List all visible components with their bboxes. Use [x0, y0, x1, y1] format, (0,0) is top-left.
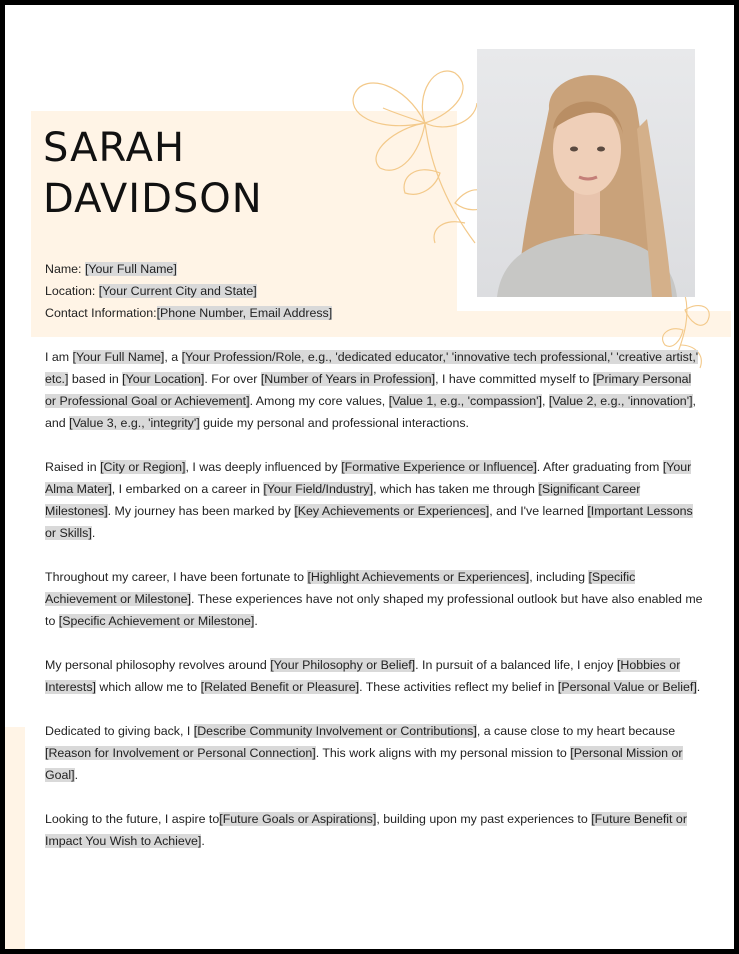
- placeholder-text: [Future Goals or Aspirations]: [219, 812, 377, 826]
- last-name: DAVIDSON: [43, 176, 263, 222]
- paragraph-text: .: [254, 614, 258, 628]
- biography-body: [45, 346, 705, 874]
- paragraph-text: Dedicated to giving back, I: [45, 724, 194, 738]
- placeholder-text: [City or Region]: [100, 460, 186, 474]
- paragraph-text: , a cause close to my heart because: [476, 724, 676, 738]
- paragraph-text: . After graduating from: [536, 460, 663, 474]
- placeholder-text: [Future Benefit or Impact You Wish to Achieve]: [45, 812, 687, 848]
- side-accent-band: [5, 727, 25, 949]
- paragraph-text: based in: [68, 372, 123, 386]
- paragraph-text: , I embarked on a career in: [111, 482, 264, 496]
- placeholder-text: [Key Achievements or Experiences]: [294, 504, 490, 518]
- paragraph-text: , I was deeply influenced by: [185, 460, 342, 474]
- paragraph-text: Throughout my career, I have been fortunate to: [45, 570, 308, 584]
- biography-paragraph: [45, 566, 705, 632]
- paragraph-text: .: [696, 680, 701, 694]
- paragraph-text: Looking to the future, I aspire to: [45, 812, 220, 826]
- paragraph-text: , building upon my past experiences to: [376, 812, 592, 826]
- paragraph-text: . My journey has been marked by: [107, 504, 295, 518]
- placeholder-text: [Your Full Name]: [72, 350, 165, 364]
- placeholder-text: [Your Location]: [122, 372, 205, 386]
- paragraph-text: . These activities reflect my belief in: [359, 680, 558, 694]
- paragraph-text: , and I've learned: [489, 504, 588, 518]
- paragraph-text: ,: [541, 394, 549, 408]
- placeholder-text: [Highlight Achievements or Experiences]: [307, 570, 530, 584]
- placeholder-text: [Specific Achievement or Milestone]: [45, 570, 636, 606]
- first-name: SARAH: [43, 125, 186, 171]
- placeholder-text: [Related Benefit or Pleasure]: [200, 680, 360, 694]
- person-name: [43, 123, 263, 225]
- placeholder-text: [Your Profession/Role, e.g., 'dedicated educator,' 'innovative tech professional,' 'creative artist,' etc.]: [45, 350, 699, 386]
- contact-info-placeholder: [Phone Number, Email Address]: [156, 306, 333, 320]
- biography-paragraph: [45, 654, 705, 698]
- paragraph-text: . Among my core values,: [249, 394, 389, 408]
- biography-paragraph: [45, 456, 705, 544]
- location-placeholder: [Your Current City and State]: [98, 284, 257, 298]
- contact-info-line: [45, 302, 332, 324]
- profile-photo: [477, 49, 695, 297]
- placeholder-text: [Specific Achievement or Milestone]: [58, 614, 255, 628]
- paragraph-text: .: [91, 526, 96, 540]
- contact-block: [45, 258, 332, 324]
- name-label: Name:: [45, 262, 85, 276]
- biography-paragraph: [45, 720, 705, 786]
- paragraph-text: which allow me to: [95, 680, 201, 694]
- paragraph-text: . This work aligns with my personal mission to: [315, 746, 571, 760]
- location-label: Location:: [45, 284, 99, 298]
- placeholder-text: [Value 2, e.g., 'innovation']: [548, 394, 693, 408]
- placeholder-text: [Your Alma Mater]: [45, 460, 692, 496]
- placeholder-text: [Number of Years in Profession]: [260, 372, 436, 386]
- paragraph-text: . In pursuit of a balanced life, I enjoy: [415, 658, 617, 672]
- biography-paragraph: [45, 346, 705, 434]
- placeholder-text: [Formative Experience or Influence]: [341, 460, 537, 474]
- placeholder-text: [Personal Value or Belief]: [557, 680, 697, 694]
- placeholder-text: [Personal Mission or Goal]: [45, 746, 683, 782]
- paragraph-text: , which has taken me through: [373, 482, 539, 496]
- paragraph-text: I am: [45, 350, 73, 364]
- paragraph-text: . For over: [204, 372, 261, 386]
- portrait-image: [477, 49, 695, 297]
- placeholder-text: [Your Philosophy or Belief]: [270, 658, 416, 672]
- placeholder-text: [Describe Community Involvement or Contributions]: [193, 724, 477, 738]
- paragraph-text: .: [74, 768, 79, 782]
- paragraph-text: . These experiences have not only shaped my professional outlook but have also enabled me to: [45, 592, 703, 628]
- contact-info-label: Contact Information:: [45, 306, 157, 320]
- paragraph-text: , a: [164, 350, 182, 364]
- name-placeholder: [Your Full Name]: [84, 262, 177, 276]
- placeholder-text: [Reason for Involvement or Personal Connection]: [45, 746, 316, 760]
- contact-name-line: [45, 258, 332, 280]
- document-page: [5, 5, 734, 949]
- placeholder-text: [Value 1, e.g., 'compassion']: [388, 394, 542, 408]
- paragraph-text: .: [201, 834, 205, 848]
- placeholder-text: [Value 3, e.g., 'integrity']: [69, 416, 200, 430]
- paragraph-text: guide my personal and professional interactions.: [199, 416, 469, 430]
- paragraph-text: , I have committed myself to: [435, 372, 593, 386]
- paragraph-text: , and: [45, 394, 696, 430]
- placeholder-text: [Your Field/Industry]: [263, 482, 374, 496]
- contact-location-line: [45, 280, 332, 302]
- placeholder-text: [Primary Personal or Professional Goal or Achievement]: [45, 372, 692, 408]
- paragraph-text: , including: [529, 570, 589, 584]
- paragraph-text: My personal philosophy revolves around: [45, 658, 271, 672]
- paragraph-text: Raised in: [45, 460, 101, 474]
- placeholder-text: [Important Lessons or Skills]: [45, 504, 693, 540]
- biography-paragraph: [45, 808, 705, 852]
- placeholder-text: [Significant Career Milestones]: [45, 482, 641, 518]
- placeholder-text: [Hobbies or Interests]: [45, 658, 681, 694]
